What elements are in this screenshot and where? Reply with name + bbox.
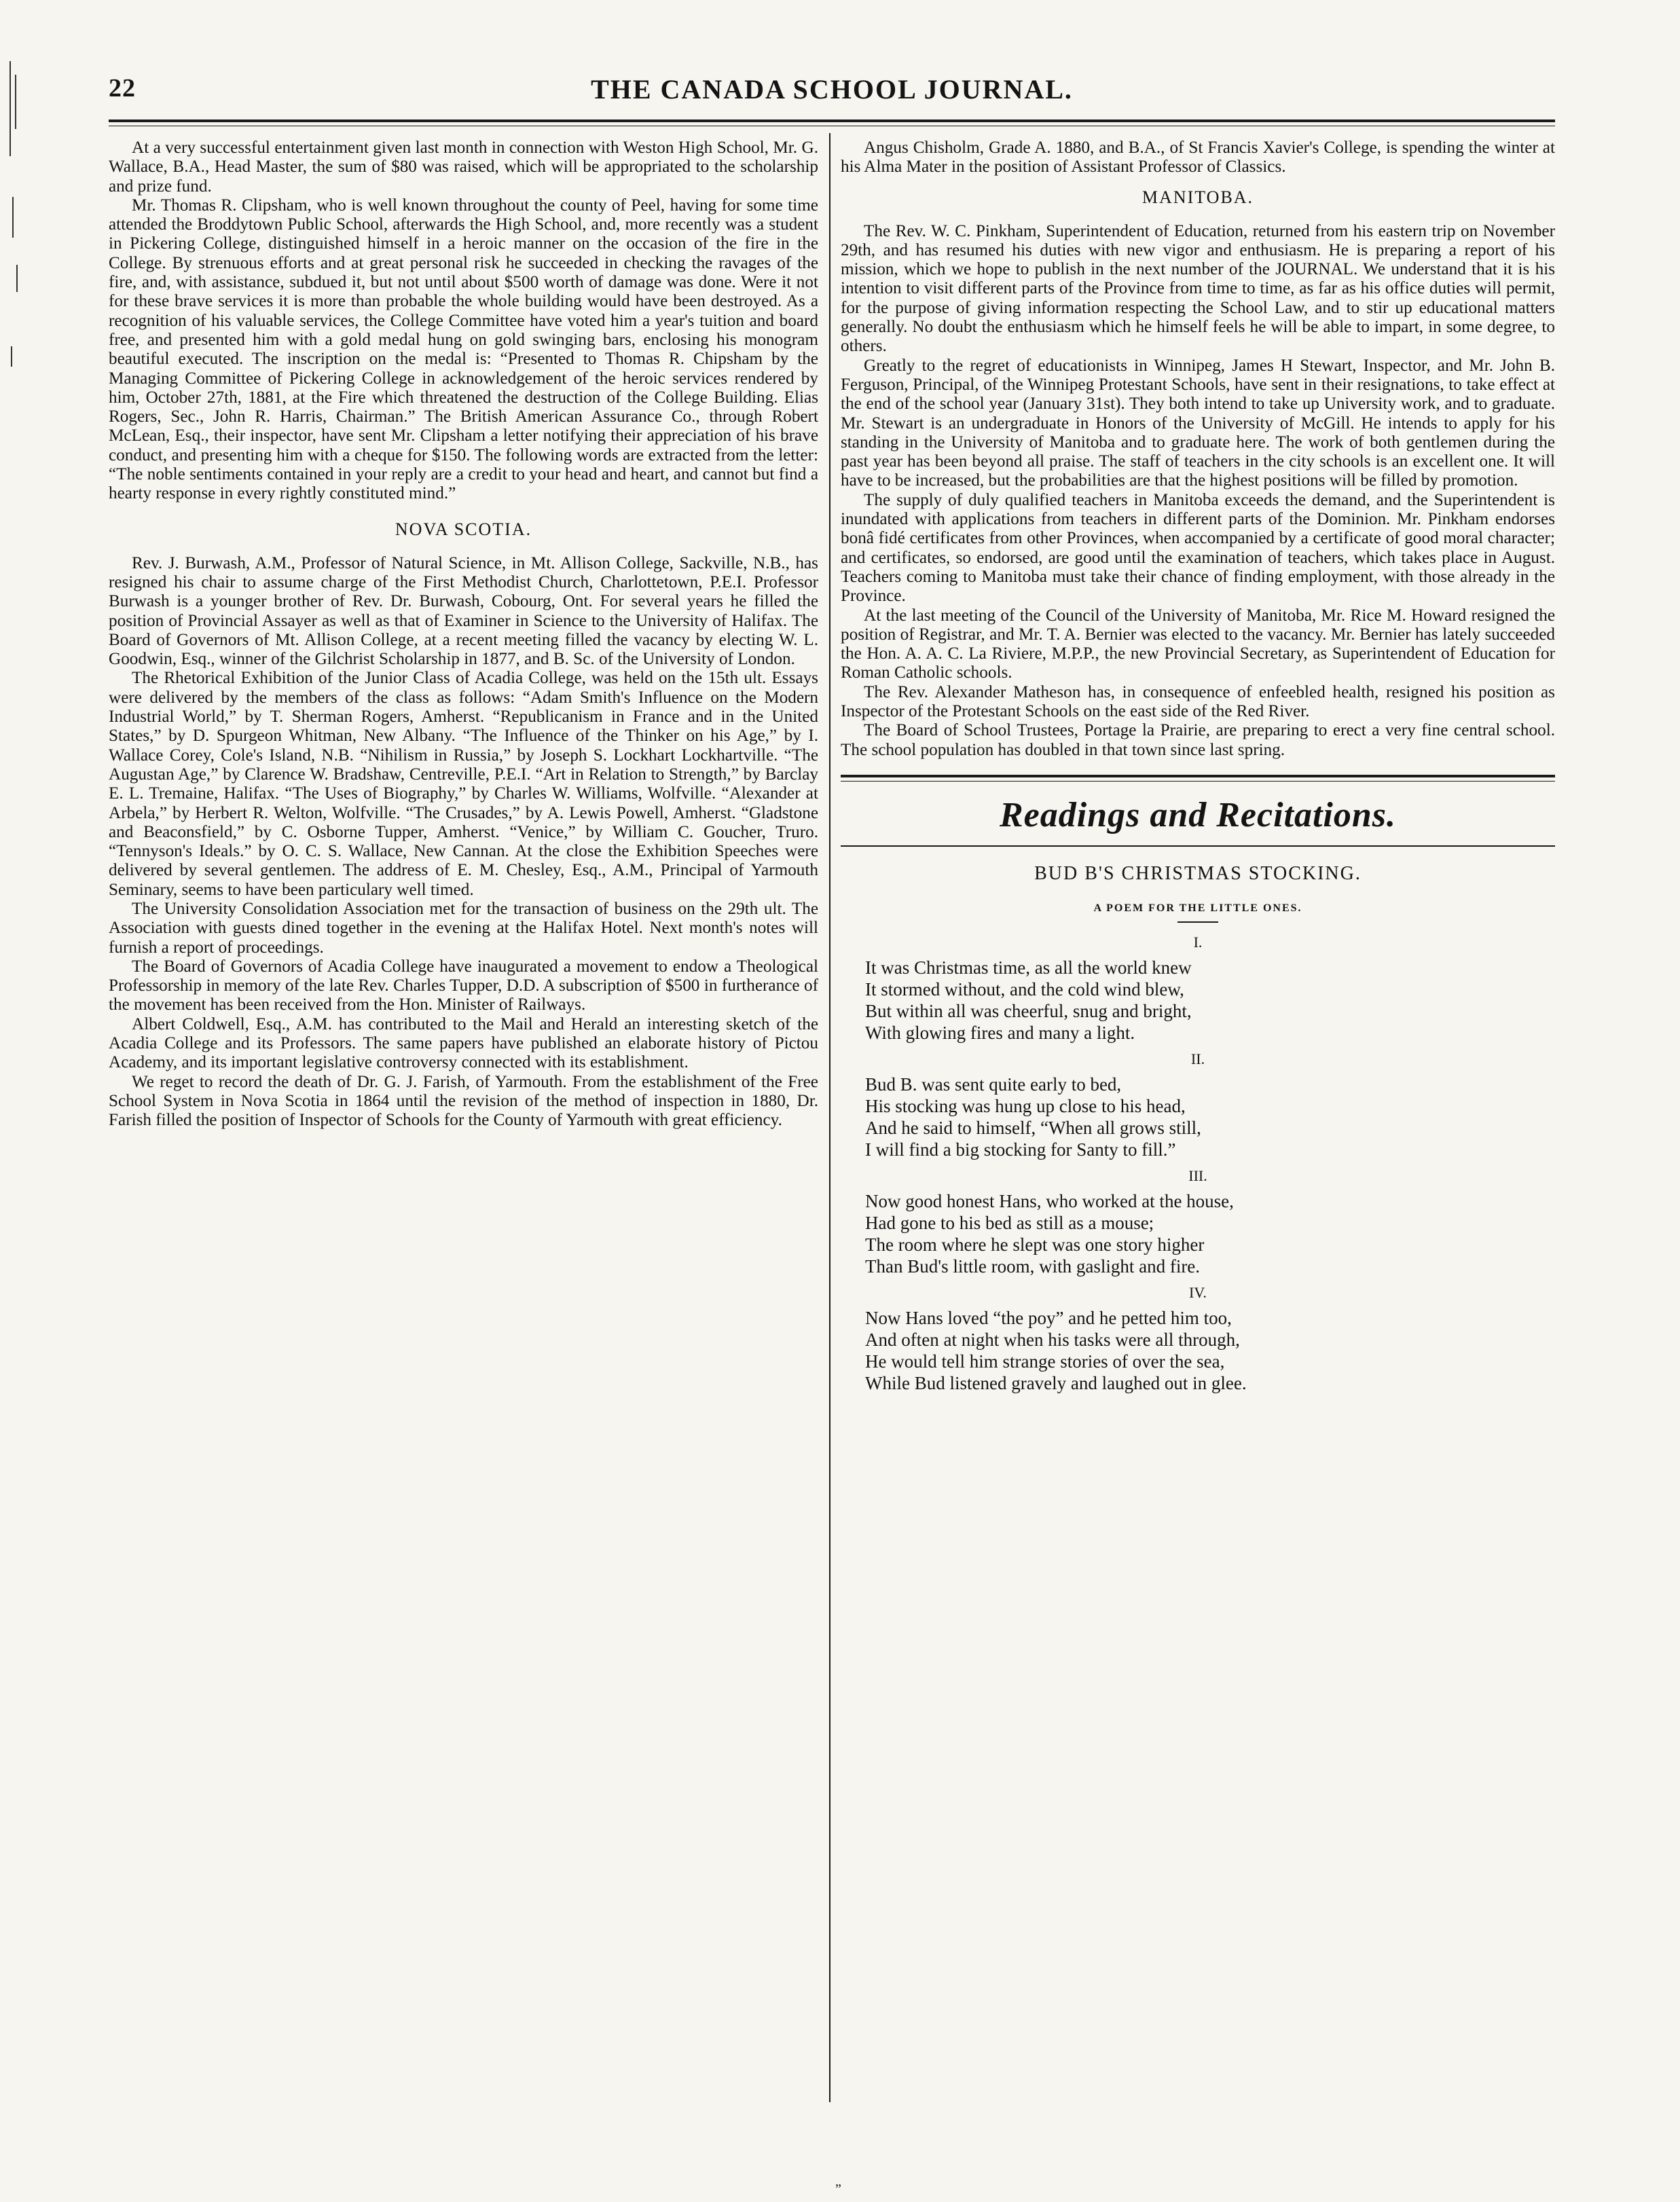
verse-line: It stormed without, and the cold wind blew,	[865, 978, 1184, 999]
poem-stanza	[841, 934, 1555, 1044]
verse-line: Bud B. was sent quite early to bed,	[865, 1074, 1122, 1095]
stanza-numeral: III.	[1188, 1167, 1207, 1184]
stanza-numeral: IV.	[1189, 1283, 1207, 1301]
section-rule-thin	[841, 781, 1555, 782]
verse-line: The room where he slept was one story higher	[865, 1234, 1205, 1255]
article-paragraph: The Board of School Trustees, Portage la Prairie, are preparing to erect a very fine central school. The school population has doubled in that town since last spring.	[841, 721, 1555, 759]
verse-line: But within all was cheerful, snug and bright,	[865, 1000, 1192, 1021]
article-paragraph: The Rev. Alexander Matheson has, in consequence of enfeebled health, resigned his position as Inspector of the Protestant Schools on the east side of the Red River.	[841, 682, 1555, 721]
article-paragraph: Greatly to the regret of educationists in Winnipeg, James H Stewart, Inspector, and Mr. John B. Ferguson, Principal, of the Winnipeg Protestant Schools, have sent in their resignations, to take effect at the end of the school year (January 31st). They both intend to take up University work, and to graduate. Mr. Stewart is an undergraduate in Honors of the University of McGill. He intends to apply for his standing in the University of Manitoba and to graduate here. The work of both gentlemen during the past year has been beyond all praise. The staff of teachers in the city schools is an excellent one. It will have to be increased, but the probabilities are that the highest positions will be filled by promotion.	[841, 356, 1555, 490]
section-rule	[841, 845, 1555, 847]
left-column	[109, 139, 818, 1131]
journal-title: THE CANADA SCHOOL JOURNAL.	[591, 74, 1073, 105]
poem-stanza	[841, 1284, 1555, 1394]
poem-title: BUD B'S CHRISTMAS STOCKING.	[1034, 862, 1362, 884]
article-paragraph: Mr. Thomas R. Clipsham, who is well known throughout the county of Peel, having for some time attended the Broddytown Public School, afterwards the High School, and, more recently was a student in Pickering College, distinguished himself in a heroic manner on the occasion of the fire in the College. By strenuous efforts and at great personal risk he succeeded in checking the ravages of the fire, and, with assistance, subdued it, but not until about $500 worth of damage was done. Were it not for these brave services it is more than probable the whole building would have been destroyed. As a recognition of his valuable services, the College Committee have voted him a year's tuition and board free, and presented him with a gold medal hung on gold swinging bars, enclosing his monogram beautiful executed. The inscription on the medal is: “Presented to Thomas R. Chipsham by the Managing Committee of Pickering College in acknowledgement of the heroic services rendered by him, October 27th, 1881, at the Fire which threatened the destruction of the College Building. Elias Rogers, Sec., John R. Harris, Chairman.” The British American Assurance Co., through Robert McLean, Esq., their inspector, have sent Mr. Clipsham a letter notifying their appreciation of his brave conduct, and presenting him with a cheque for $150. The following words are extracted from the letter: “The noble sentiments contained in your reply are a credit to your head and heart, and cannot but find a hearty response in every rightly constituted mind.”	[109, 196, 818, 503]
stanza-numeral: I.	[1193, 933, 1203, 951]
verse-line: Had gone to his bed as still as a mouse;	[865, 1212, 1154, 1233]
section-heading-readings: Readings and Recitations.	[999, 795, 1397, 834]
verse-line: I will find a big stocking for Santy to fill.”	[865, 1139, 1176, 1160]
verse-line: Now good honest Hans, who worked at the house,	[865, 1190, 1234, 1211]
section-rule-thick	[841, 775, 1555, 777]
article-paragraph: The Board of Governors of Acadia College have inaugurated a movement to endow a Theological Professorship in memory of the late Rev. Charles Tupper, D.D. A subscription of $500 in furtherance of the movement has been received from the Hon. Minister of Railways.	[109, 957, 818, 1014]
article-paragraph: Rev. J. Burwash, A.M., Professor of Natural Science, in Mt. Allison College, Sackville, N.B., has resigned his chair to assume charge of the First Methodist Church, Charlottetown, P.E.I. Professor Burwash is a younger brother of Rev. Dr. Burwash, Cobourg, Ont. For several years he filled the position of Provincial Assayer as well as that of Examiner in Science to the University of Halifax. The Board of Governors of Mt. Allison College, at a recent meeting filled the vacancy by electing W. L. Goodwin, Esq., winner of the Gilchrist Scholarship in 1877, and B. Sc. of the University of London.	[109, 553, 818, 669]
verse-line: It was Christmas time, as all the world knew	[865, 957, 1192, 978]
poem-subtitle: A POEM FOR THE LITTLE ONES.	[1093, 902, 1302, 914]
article-paragraph: The Rev. W. C. Pinkham, Superintendent of Education, returned from his eastern trip on November 29th, and has resumed his duties with new vigor and enthusiasm. He is preparing a report of his mission, which we hope to publish in the next number of the JOURNAL. We understand that it is his intention to visit different parts of the Province from time to time, as far as his office duties will permit, for the purpose of giving information respecting the School Law, and to stir up educational matters generally. No doubt the enthusiasm which he himself feels he will be able to impart, in some degree, to others.	[841, 221, 1555, 356]
column-divider	[829, 133, 830, 2102]
verse-line: He would tell him strange stories of over the sea,	[865, 1351, 1225, 1372]
article-paragraph: We reget to record the death of Dr. G. J. Farish, of Yarmouth. From the establishment of the Free School System in Nova Scotia in 1864 until the revision of the method of inspection in 1880, Dr. Farish filled the position of Inspector of Schools for the County of Yarmouth with great efficiency.	[109, 1072, 818, 1130]
article-paragraph: The supply of duly qualified teachers in Manitoba exceeds the demand, and the Superintendent is inundated with applications from teachers in different parts of the Dominion. Mr. Pinkham endorses bonâ fidé certificates from other Provinces, when accompanied by a certificate of good moral character; and certificates, so endorsed, are good until the examination of teachers, which takes place in August. Teachers coming to Manitoba must take their chance of finding employment, with those already in the Province.	[841, 490, 1555, 606]
verse-line: While Bud listened gravely and laughed out in glee.	[865, 1372, 1247, 1393]
scan-margin-marks	[7, 61, 34, 536]
section-heading-manitoba: MANITOBA.	[1142, 187, 1254, 207]
article-paragraph: The University Consolidation Association met for the transaction of business on the 29th ult. The Association with guests dined together in the evening at the Halifax Hotel. Next month's notes will furnish a report of proceedings.	[109, 899, 818, 957]
header-rule-thick	[109, 120, 1555, 122]
page-number: 22	[109, 74, 136, 103]
verse-line: Than Bud's little room, with gaslight and fire.	[865, 1255, 1201, 1277]
article-paragraph: The Rhetorical Exhibition of the Junior Class of Acadia College, was held on the 15th ult. Essays were delivered by the members of the class as follows: “Adam Smith's Influence on the Modern Industrial World,” by T. Sherman Rogers, Amherst. “Republicanism in France and in the United States,” by D. Spurgeon Whitman, New Albany. “The Influence of the Thinker on his Age,” by I. Wallace Corey, Cole's Island, N.B. “Nihilism in Russia,” by Joseph S. Lockhart Lockhartville. “The Augustan Age,” by Clarence W. Bradshaw, Centreville, P.E.I. “Art in Relation to Strength,” by Barclay E. L. Tremaine, Halifax. “The Uses of Biography,” by Charles W. Williams, Wolfville. “Alexander at Arbela,” by Herbert R. Welton, Wolfville. “The Crusades,” by A. Lewis Powell, Amherst. “Gladstone and Beaconsfield,” by C. Osborne Tupper, Amherst. “Venice,” by William C. Goucher, Truro. “Tennyson's Ideals.” by O. C. S. Wallace, New Cannan. At the close the Exhibition Speeches were delivered by several gentlemen. The address of E. M. Chesley, Esq., A.M., Principal of Yarmouth Seminary, seems to have been particulary well timed.	[109, 669, 818, 899]
verse-line: And often at night when his tasks were all through,	[865, 1329, 1240, 1350]
verse-line: His stocking was hung up close to his head,	[865, 1095, 1186, 1116]
poem-stanza	[841, 1167, 1555, 1277]
article-paragraph: Angus Chisholm, Grade A. 1880, and B.A., of St Francis Xavier's College, is spending the winter at his Alma Mater in the position of Assistant Professor of Classics.	[841, 139, 1555, 177]
right-column	[841, 139, 1555, 1394]
verse-line: And he said to himself, “When all grows still,	[865, 1117, 1201, 1138]
section-heading-nova-scotia: NOVA SCOTIA.	[395, 519, 532, 539]
page-header	[109, 73, 1555, 114]
article-paragraph: At a very successful entertainment given last month in connection with Weston High School, Mr. G. Wallace, B.A., Head Master, the sum of $80 was raised, which will be appropriated to the scholarship and prize fund.	[109, 139, 818, 196]
verse-line: Now Hans loved “the poy” and he petted him too,	[865, 1307, 1232, 1328]
verse-line: With glowing fires and many a light.	[865, 1022, 1135, 1043]
stanza-numeral: II.	[1190, 1050, 1205, 1067]
scan-speck: „	[835, 2174, 841, 2189]
article-paragraph: Albert Coldwell, Esq., A.M. has contributed to the Mail and Herald an interesting sketch of the Acadia College and its Professors. The same papers have published an elaborate history of Pictou Academy, and its important legislative controversy connected with its establishment.	[109, 1014, 818, 1072]
article-paragraph: At the last meeting of the Council of the University of Manitoba, Mr. Rice M. Howard resigned the position of Registrar, and Mr. T. A. Bernier was elected to the vacancy. Mr. Bernier has lately succeeded the Hon. A. A. C. La Riviere, M.P.P., the new Provincial Secretary, as Superintendent of Education for Roman Catholic schools.	[841, 606, 1555, 682]
poem-divider	[1177, 921, 1218, 923]
poem-stanza	[841, 1050, 1555, 1160]
